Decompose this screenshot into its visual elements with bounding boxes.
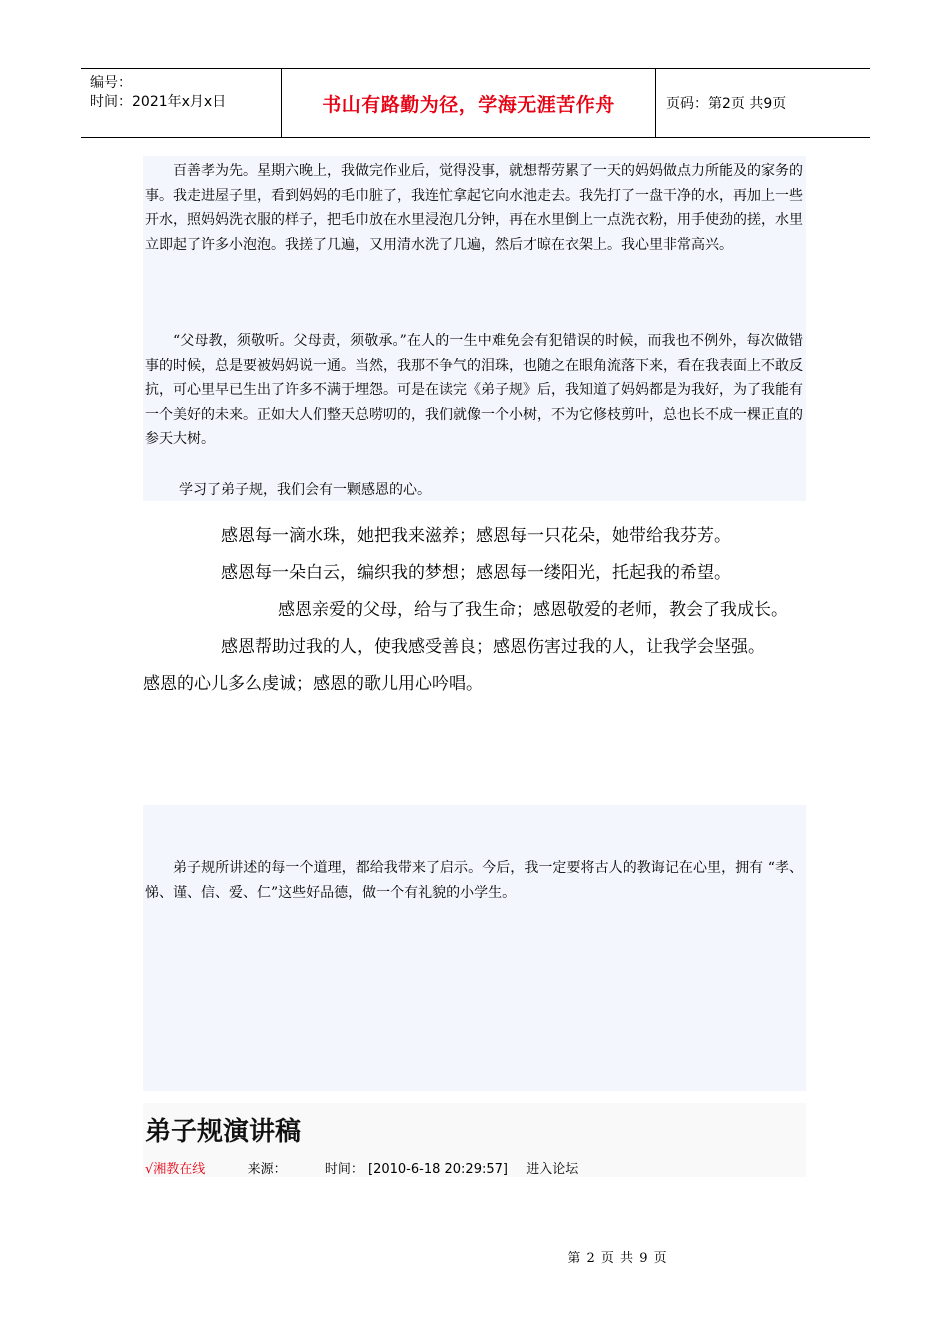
article-meta — [145, 1158, 578, 1177]
poem-line-1: 感恩每一滴水珠，她把我来滋养；感恩每一只花朵，她带给我芬芳。 — [221, 526, 731, 546]
header-motto: 书山有路勤为径，学海无涯苦作舟 — [322, 93, 615, 116]
article-source-label: 来源： — [247, 1162, 287, 1177]
essay-paragraph-3: 学习了弟子规，我们会有一颗感恩的心。 — [179, 482, 431, 498]
article-source-name[interactable]: √湘教在线 — [145, 1162, 206, 1177]
header-left-cell — [81, 69, 282, 137]
document-time-label: 时间：2021年x月x日 — [90, 94, 227, 110]
header-motto-cell — [282, 69, 656, 137]
gratitude-poem — [143, 518, 803, 703]
poem-line-4: 感恩帮助过我的人，使我感受善良；感恩伤害过我的人，让我学会坚强。 — [221, 637, 765, 657]
essay-section-2 — [143, 805, 806, 1091]
page-footer: 第 2 页 共 9 页 — [567, 1251, 668, 1266]
article-title: 弟子规演讲稿 — [145, 1117, 302, 1147]
poem-line-5: 感恩的心儿多么虔诚；感恩的歌儿用心吟唱。 — [143, 674, 483, 694]
page-header — [81, 68, 870, 138]
header-page-cell — [656, 69, 870, 137]
header-page-info: 页码：第2页 共9页 — [666, 96, 787, 112]
article-title-block — [143, 1103, 806, 1177]
article-time-value: [2010-6-18 20:29:57] — [368, 1162, 508, 1177]
poem-line-3: 感恩亲爱的父母，给与了我生命；感恩敬爱的老师，教会了我成长。 — [278, 600, 788, 620]
essay-conclusion-paragraph: 弟子规所讲述的每一个道理，都给我带来了启示。今后，我一定要将古人的教诲记在心里，拥有 “孝、悌、谨、信、爱、仁”这些好品德，做一个有礼貌的小学生。 — [145, 860, 803, 901]
essay-paragraph-2: “父母教，须敬听。父母责，须敬承。”在人的一生中难免会有犯错误的时候，而我也不例外，每次做错事的时候，总是要被妈妈说一通。当然，我那不争气的泪珠，也随之在眼角流落下来，看在我表面上不敢反抗，可心里早已生出了许多不满于埋怨。可是在读完《弟子规》后，我知道了妈妈都是为我好，为了我能有一个美好的未来。正如大人们整天总唠叨的，我们就像一个小树，不为它修枝剪叶，总也长不成一棵正直的参天大树。 — [145, 333, 803, 447]
forum-link[interactable]: 进入论坛 — [526, 1162, 579, 1177]
essay-paragraph-1: 百善孝为先。星期六晚上，我做完作业后，觉得没事，就想帮劳累了一天的妈妈做点力所能及的家务的事。我走进屋子里，看到妈妈的毛巾脏了，我连忙拿起它向水池走去。我先打了一盘干净的水，再加上一些开水，照妈妈洗衣服的样子，把毛巾放在水里浸泡几分钟，再在水里倒上一点洗衣粉，用手使劲的搓，水里立即起了许多小泡泡。我搓了几遍，又用清水洗了几遍，然后才晾在衣架上。我心里非常高兴。 — [145, 163, 803, 253]
essay-section-1 — [143, 156, 806, 501]
document-number-label: 编号： — [90, 75, 132, 91]
poem-line-2: 感恩每一朵白云，编织我的梦想；感恩每一缕阳光，托起我的希望。 — [221, 563, 731, 583]
article-time-label: 时间： — [324, 1162, 364, 1177]
